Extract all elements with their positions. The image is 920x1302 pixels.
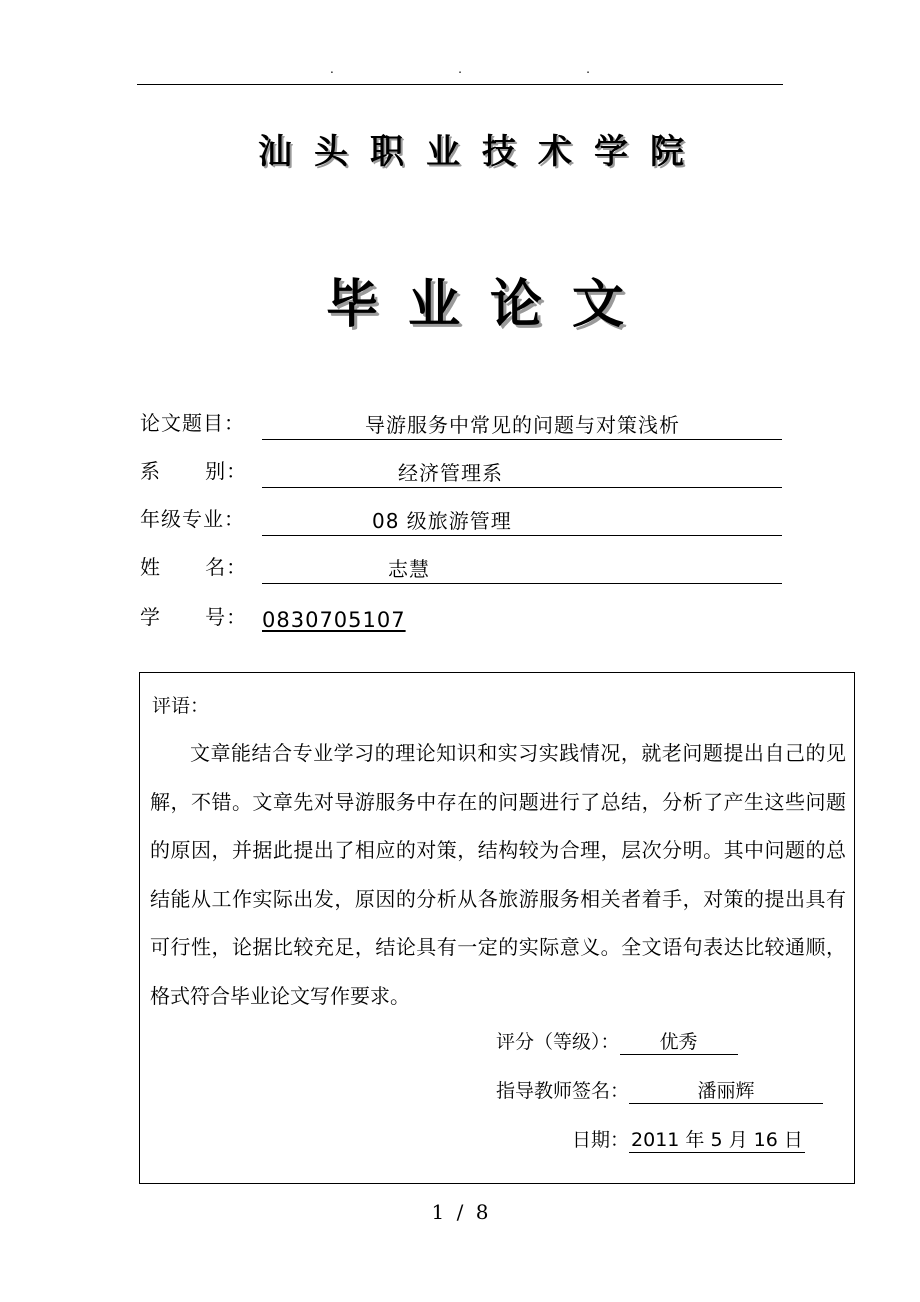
field-grade-major-value: 08 级旅游管理 — [372, 509, 512, 533]
review-heading: 评语： — [152, 695, 210, 717]
field-grade-major-label: 年级专业： — [140, 507, 245, 531]
school-name: 汕头职业技术学院 — [258, 132, 706, 172]
field-topic-label: 论文题目： — [140, 411, 245, 435]
review-box — [139, 672, 855, 1184]
advisor-label: 指导教师签名： — [496, 1080, 630, 1102]
header-dot: . — [586, 62, 590, 76]
document-title: 毕业论文 — [325, 275, 654, 335]
advisor-row — [496, 1076, 823, 1104]
score-label: 评分（等级）： — [496, 1031, 620, 1053]
field-department — [140, 454, 782, 488]
field-name — [140, 550, 782, 584]
date-value: 2011 年 5 月 16 日 — [629, 1125, 805, 1153]
field-topic-value: 导游服务中常见的问题与对策浅析 — [365, 413, 680, 437]
field-department-label: 系 别： — [140, 459, 248, 483]
field-name-label: 姓 名： — [140, 555, 248, 579]
advisor-signature: 潘丽辉 — [629, 1076, 823, 1104]
field-department-value: 经济管理系 — [398, 461, 503, 485]
field-student-no — [140, 600, 782, 634]
field-student-no-value: 0830705107 — [262, 608, 406, 632]
header-dot: . — [458, 62, 462, 76]
field-name-underline — [262, 555, 782, 584]
header-rule — [137, 84, 783, 85]
score-row — [496, 1027, 738, 1055]
date-label: 日期： — [572, 1129, 630, 1151]
header-dot: . — [330, 62, 334, 76]
score-value: 优秀 — [620, 1027, 738, 1055]
field-student-no-label: 学 号： — [140, 605, 248, 629]
field-name-value: 志慧 — [388, 557, 430, 581]
date-row — [572, 1125, 805, 1153]
field-grade-major-underline — [262, 507, 782, 536]
field-topic — [140, 406, 782, 440]
field-department-underline — [262, 459, 782, 488]
header-dots — [330, 62, 590, 82]
field-grade-major — [140, 502, 782, 536]
review-text: 文章能结合专业学习的理论知识和实习实践情况，就老问题提出自己的见解，不错。文章先对导游服务中存在的问题进行了总结，分析了产生这些问题的原因，并据此提出了相应的对策，结构较为合理，层次分明。其中问题的总结能从工作实际出发，原因的分析从各旅游服务相关者着手，对策的提出具有可行性，论据比较充足，结论具有一定的实际意义。全文语句表达比较通顺，格式符合毕业论文写作要求。 — [150, 741, 846, 1008]
page-number: 1 / 8 — [431, 1200, 489, 1224]
